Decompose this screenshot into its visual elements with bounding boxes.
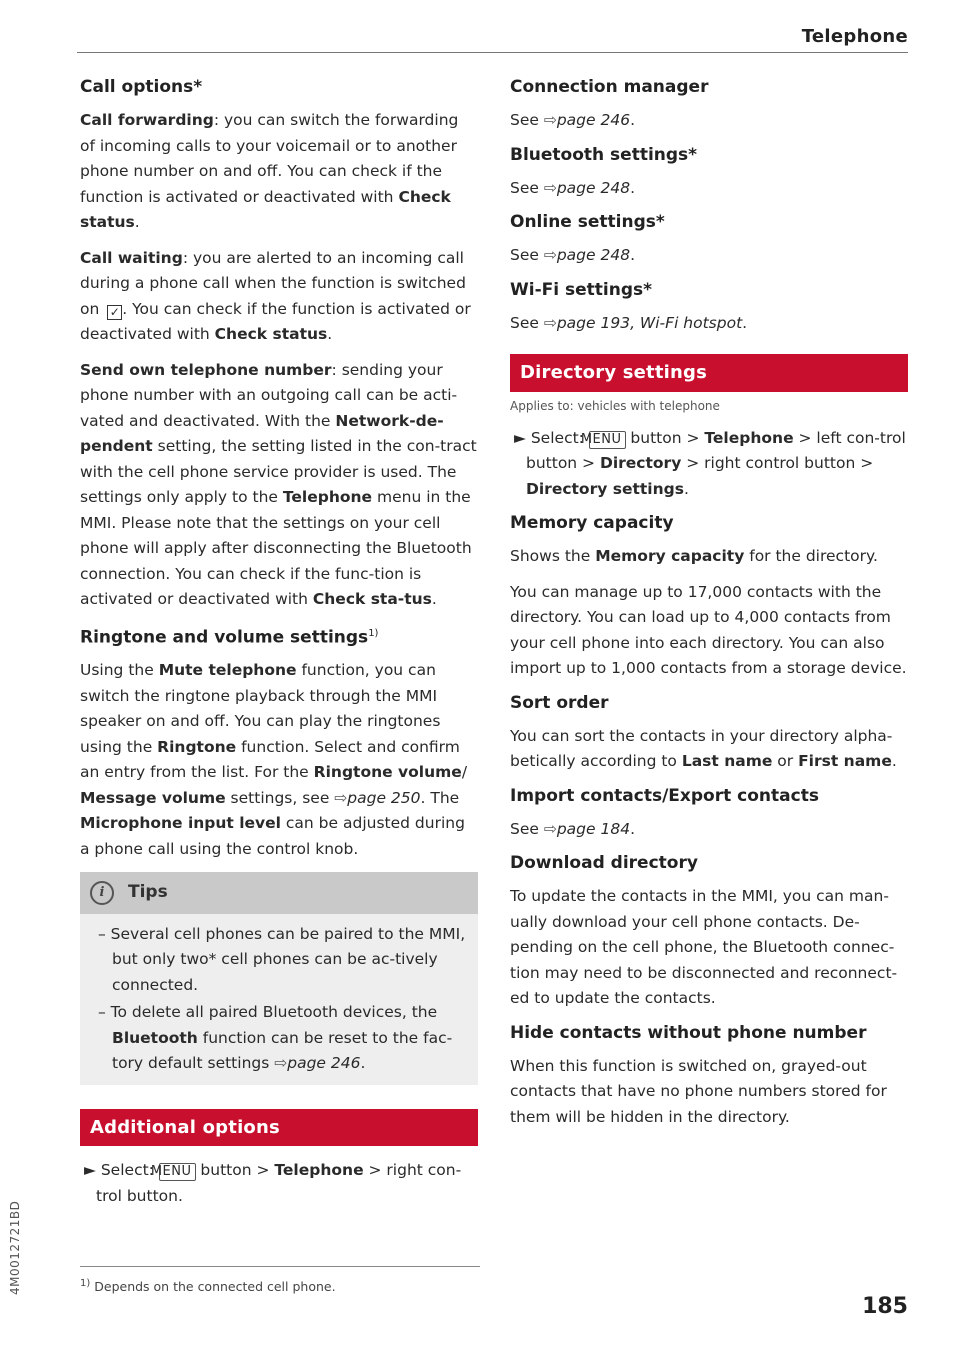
menu-key-icon: MENU — [159, 1163, 196, 1181]
footnote-ref: 1) — [368, 627, 379, 639]
heading-ringtone: Ringtone and volume settings$^{1)}$ — [80, 627, 379, 648]
info-icon: i — [90, 881, 114, 905]
page-reference[interactable]: page 248 — [556, 246, 631, 264]
page-reference[interactable]: page 184 — [556, 819, 631, 838]
heading-download-directory: Download directory — [510, 853, 698, 873]
heading-call-options: Call options* — [80, 77, 203, 97]
page-reference[interactable]: page 246 — [556, 111, 631, 129]
reference-arrow-icon: ⇨ — [334, 788, 348, 807]
document-code: 4M0012721BD — [8, 1200, 22, 1295]
page-reference[interactable]: page 246 — [287, 1054, 361, 1073]
heading-bluetooth-settings: Bluetooth settings* — [510, 144, 698, 165]
paragraph-hide: When this function is switched on, grayed-out contacts that have no phone numbers stored for them will be hidden in the directory. — [510, 1056, 887, 1126]
instruction-step: ► Select: MENU button > Telephone > left con-trol button > Directory > right control button > Directory settings. — [514, 428, 906, 498]
heading-online-settings: Online settings* — [510, 212, 665, 232]
header-rule — [77, 52, 908, 53]
reference-arrow-icon: ⇨ — [543, 313, 557, 332]
page-reference[interactable]: page 250 — [347, 788, 421, 807]
heading-memory-capacity: Memory capacity — [510, 513, 674, 533]
footnote: $^{1)}$ Depends on the connected cell phone. — [80, 1278, 336, 1295]
paragraph-download: To update the contacts in the MMI, you can man-ually download your cell phone contacts. De-pending on the cell phone, the Bluetooth connec-tion may need to be disconnected and reconnect-ed to update the contacts. — [510, 887, 898, 1007]
page-reference[interactable]: page 248 — [556, 178, 631, 197]
paragraph-send-own-number: Send own telephone number: sending your phone number with an outgoing call can be acti-vated and deactivated. With the Network-de-pendent setting, the setting listed in the con-tract with the cell phone service provider is used. The settings only apply to the Telephone menu in the MMI. Please note that the settings on your cell phone will apply after disconnecting the Bluetooth connection. You can check if the func-tion is activated or deactivated with Check sta-tus. — [80, 360, 477, 608]
reference-arrow-icon: ⇨ — [543, 111, 557, 129]
instruction-step: ► Select: MENU button > Telephone > right con-trol button. — [84, 1161, 462, 1205]
see-reference: See ⇨page 193, Wi-Fi hotspot. — [510, 313, 748, 332]
page-number: 185 — [862, 1294, 908, 1319]
reference-arrow-icon: ⇨ — [543, 246, 557, 264]
see-reference: See ⇨page 248. — [510, 246, 636, 264]
tips-item: – To delete all paired Bluetooth devices, the Bluetooth function can be reset to the fac-tory default settings ⇨page 246. — [98, 1003, 453, 1073]
tips-item: – Several cell phones can be paired to the MMI, but only two* cell phones can be ac-tively connected. — [98, 924, 466, 994]
menu-key-icon: MENU — [589, 431, 626, 449]
paragraph-call-waiting: Call waiting: you are alerted to an incoming call during a phone call when the function is switched on ✓ . You can check if the function is activated or deactivated with Check status. — [80, 248, 471, 343]
checkbox-checked-icon: ✓ — [107, 305, 122, 320]
applies-to-note: Applies to: vehicles with telephone — [510, 398, 720, 413]
see-reference: See ⇨page 184. — [510, 819, 636, 838]
section-bar-additional-options: Additional options — [80, 1109, 478, 1147]
heading-sort-order: Sort order — [510, 692, 609, 713]
see-reference: See ⇨page 248. — [510, 178, 636, 197]
heading-wifi-settings: Wi-Fi settings* — [510, 279, 653, 300]
running-header: Telephone — [801, 26, 908, 47]
tips-body — [80, 914, 478, 1085]
right-column — [510, 70, 908, 1140]
section-bar-directory-settings: Directory settings — [510, 354, 908, 392]
reference-arrow-icon: ⇨ — [274, 1054, 288, 1073]
reference-arrow-icon: ⇨ — [543, 819, 557, 838]
footnote-rule — [80, 1266, 480, 1267]
paragraph-call-forwarding: Call forwarding: you can switch the forwarding of incoming calls to your voicemail or to another phone number on and off. You can check if the function is activated or deactivated with Check status. — [80, 111, 459, 231]
heading-import-export: Import contacts/Export contacts — [510, 785, 819, 806]
tips-box — [80, 872, 478, 1085]
tips-header: i Tips — [80, 872, 478, 914]
paragraph-sort: You can sort the contacts in your directory alpha-betically according to Last name or First name. — [510, 726, 897, 770]
reference-arrow-icon: ⇨ — [543, 178, 557, 197]
paragraph-memory-limits: You can manage up to 17,000 contacts with the directory. You can load up to 4,000 contacts from your cell phone into each directory. You can also import up to 1,000 contacts from a storage device. — [510, 582, 907, 677]
heading-hide-contacts: Hide contacts without phone number — [510, 1022, 867, 1043]
left-column — [80, 70, 478, 1219]
paragraph-ringtone: Using the Mute telephone function, you can switch the ringtone playback through the MMI speaker on and off. You can play the ringtones using the Ringtone function. Select and confirm an entry from the list. For the Ringtone volume/ Message volume settings, see ⇨page 250. The Microphone input level can be adjusted during a phone call using the control knob. — [80, 661, 468, 858]
paragraph-memory: Shows the Memory capacity for the directory. — [510, 547, 878, 565]
page-reference[interactable]: page 193, Wi-Fi hotspot — [556, 313, 743, 332]
see-reference: See ⇨page 246. — [510, 111, 636, 129]
heading-connection-manager: Connection manager — [510, 77, 709, 97]
